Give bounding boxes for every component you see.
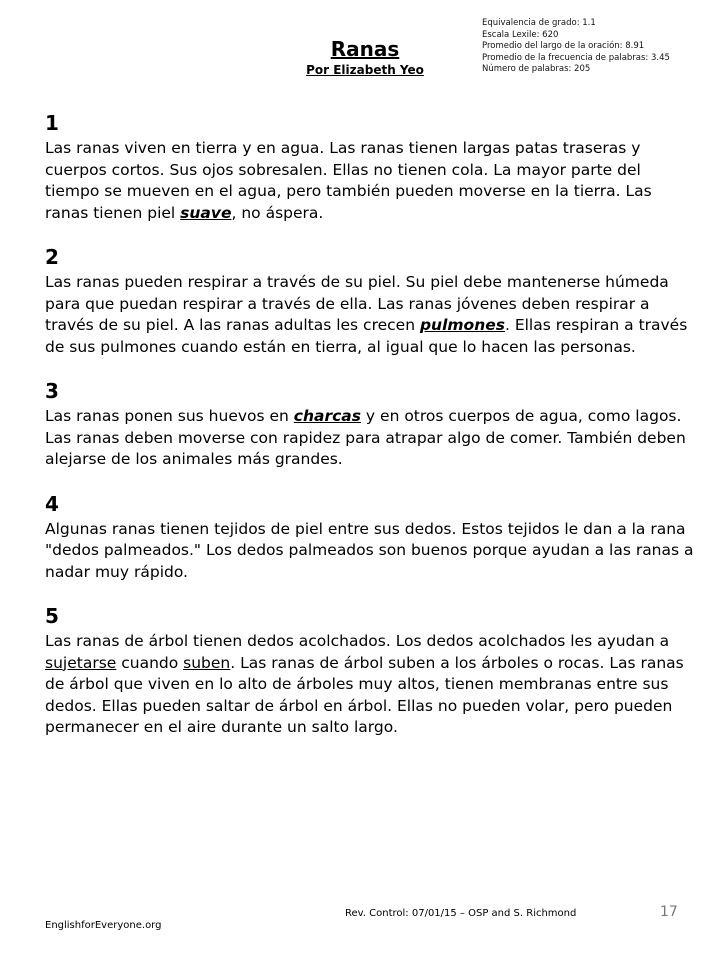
section-2 <box>45 242 695 358</box>
text-run: Algunas ranas tienen tejidos de piel entre sus dedos. Estos tejidos le dan a la rana "dedos palmeados." Los dedos palmeados son buenos porque ayudan a las ranas a nadar muy rápido. <box>45 519 694 581</box>
section-number: 5 <box>45 604 59 628</box>
title-block <box>300 36 430 78</box>
metric-grade: Equivalencia de grado: 1.1 <box>482 18 596 28</box>
underlined-word: suben <box>183 653 231 672</box>
vocab-word: suave <box>180 203 232 222</box>
section-text <box>45 631 695 739</box>
text-run: cuando <box>116 653 184 672</box>
text-run: Las ranas ponen sus huevos en <box>45 407 294 425</box>
metric-word-count: Número de palabras: 205 <box>482 64 591 74</box>
text-run: . Las ranas de árbol suben a los árboles o rocas. Las ranas de árbol que viven en lo alto de árboles muy altos, tienen membranas entre sus dedos. Ellas pueden saltar de árbol en árbol. Ellas no pueden volar, pero pueden permanecer en el aire durante un salto largo. <box>45 653 684 736</box>
section-text <box>45 519 695 584</box>
reading-sections <box>45 108 695 757</box>
section-number: 2 <box>45 245 59 269</box>
metric-lexile: Escala Lexile: 620 <box>482 29 559 40</box>
text-run: Las ranas viven en tierra y en agua. Las ranas tienen largas patas traseras y cuerpos cortos. Sus ojos sobresalen. Ellas no tienen cola. La mayor parte del tiempo se mueven en el agua, pero también pueden moverse en la tierra. Las ranas tienen piel <box>45 139 652 222</box>
text-run: Las ranas pueden respirar a través de su piel. Su piel debe mantenerse húmeda para que puedan respirar a través de ella. Las ranas jóvenes deben respirar a través de su piel. A las ranas adultas les crecen <box>45 273 669 334</box>
text-run: y en otros cuerpos de agua, como lagos. Las ranas deben moverse con rapidez para atrapar algo de comer. También deben alejarse de los animales más grandes. <box>45 407 686 468</box>
readability-metrics <box>482 18 670 76</box>
section-1 <box>45 108 695 224</box>
section-text <box>45 138 695 224</box>
vocab-word: charcas <box>293 407 361 425</box>
text-run: Las ranas de árbol tienen dedos acolchados. Los dedos acolchados les ayudan a <box>45 632 670 650</box>
section-number: 4 <box>45 491 59 516</box>
metric-word-frequency: Promedio de la frecuencia de palabras: 3.45 <box>482 52 670 63</box>
section-number: 3 <box>45 379 59 403</box>
author-line: Por Elizabeth Yeo <box>306 63 424 77</box>
section-5 <box>45 601 695 739</box>
section-text <box>45 272 695 358</box>
revision-note: Rev. Control: 07/01/15 – OSP and S. Richmond <box>345 908 577 919</box>
site-credit: EnglishforEveryone.org <box>45 920 162 931</box>
vocab-word: pulmones <box>419 316 505 334</box>
section-number: 1 <box>45 111 59 135</box>
text-run: . Ellas respiran a través de sus pulmones cuando están en tierra, al igual que lo hacen las personas. <box>45 316 688 356</box>
underlined-word: sujetarse <box>45 653 117 672</box>
page-title: Ranas <box>330 37 400 61</box>
text-run: , no áspera. <box>231 203 324 222</box>
metric-sentence-length: Promedio del largo de la oración: 8.91 <box>482 41 645 51</box>
page-number: 17 <box>660 904 678 920</box>
section-3 <box>45 376 695 471</box>
section-text <box>45 406 695 471</box>
section-4 <box>45 489 695 584</box>
